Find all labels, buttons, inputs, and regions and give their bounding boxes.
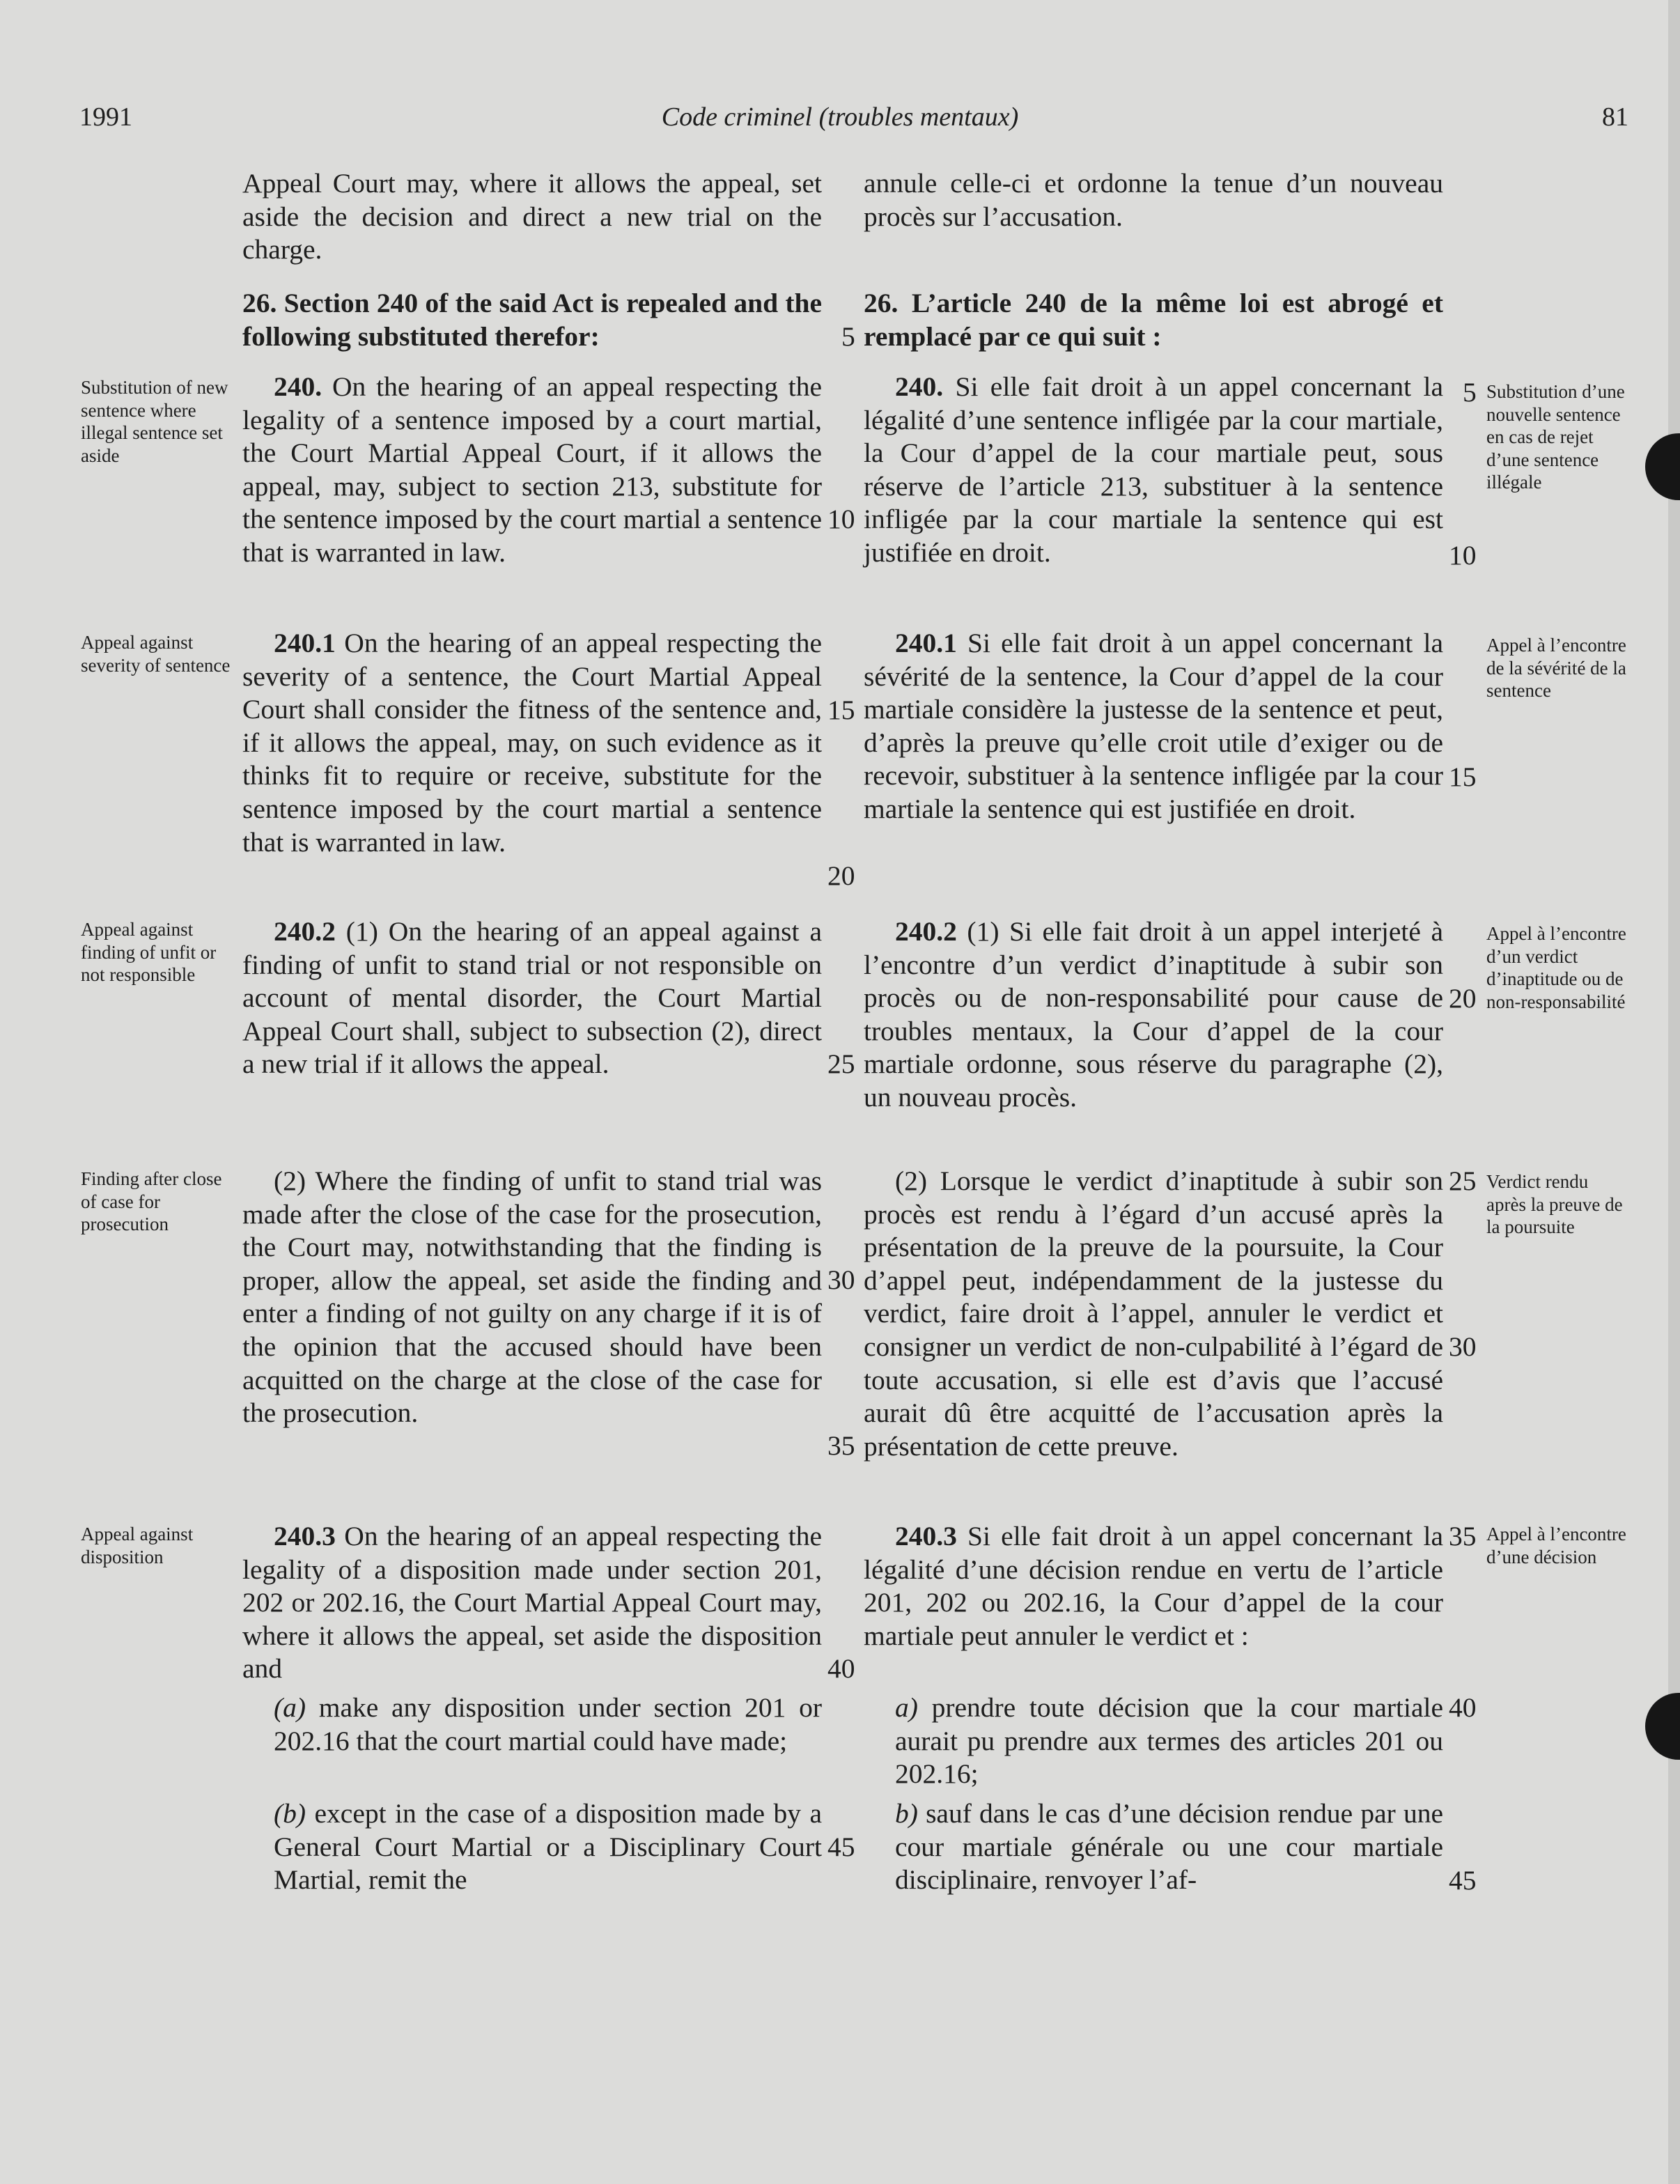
marginal-note-fr: Substitution d’une nouvelle sentence en cas de rejet d’une sentence illégale bbox=[1486, 381, 1625, 493]
marginal-note-en: Finding after close of case for prosecution bbox=[81, 1168, 222, 1234]
punch-hole-bottom bbox=[1645, 1693, 1680, 1760]
fr-section-240-2-2: (2) Lorsque le verdict d’inaptitude à subir son procès est rendu à l’égard d’un accusé après la présentation de la preuve de la poursuite, la Cour d’appel peut, indépendamment de la justesse du verdict, faire droit à l’appel, annuler le verdict et consigner un verdict de non-culpabilité à l’égard de toute accusation, si elle est d’avis que l’accusé aurait dû être acquitté de l’accusation après la présentation de cette preuve. bbox=[864, 1165, 1443, 1462]
header-title: Code criminel (troubles mentaux) bbox=[661, 102, 1019, 132]
punch-hole-top bbox=[1645, 433, 1680, 500]
en-continuation: Appeal Court may, where it allows the appeal, set aside the decision and direct a new trial on the charge. bbox=[242, 168, 822, 265]
line-number-fr: 35 bbox=[1449, 1521, 1477, 1551]
en-section-240: 240. On the hearing of an appeal respecting the legality of a sentence imposed by a court martial, the Court Martial Appeal Court, if it allows the appeal, may, subject to section 213, substitute for the sentence imposed by the court martial a sentence that is warranted in law. bbox=[242, 371, 822, 568]
marginal-note-fr: Verdict rendu après la preuve de la poursuite bbox=[1486, 1171, 1623, 1237]
en-section-240-2-1: 240.2 (1) On the hearing of an appeal against a finding of unfit to stand trial or not responsible on account of mental disorder, the Court Martial Appeal Court shall, subject to subsection (2), direct a new trial if it allows the appeal. bbox=[242, 916, 822, 1080]
page-number: 81 bbox=[1602, 102, 1628, 132]
line-number-fr: 10 bbox=[1449, 540, 1477, 571]
line-number-en: 40 bbox=[827, 1653, 855, 1684]
fr-section-240: 240. Si elle fait droit à un appel concernant la légalité d’une sentence infligée par la cour martiale, la Cour d’appel de la cour martiale peut, sous réserve de l’article 213, substituer à la sentence infligée par la cour martiale la sentence qui est justifiée en droit. bbox=[864, 371, 1443, 568]
fr-paragraph-a: a) prendre toute décision que la cour martiale aurait pu prendre aux termes des articles 201 ou 202.16; bbox=[895, 1692, 1443, 1790]
line-number-en: 20 bbox=[827, 860, 855, 891]
fr-section-240-3: 240.3 Si elle fait droit à un appel concernant la légalité d’une décision rendue en vertu de l’article 201, 202 ou 202.16, la Cour d’appel de la cour martiale peut annuler le verdict et : bbox=[864, 1521, 1443, 1651]
line-number-fr: 45 bbox=[1449, 1865, 1477, 1896]
fr-section-240-1: 240.1 Si elle fait droit à un appel concernant la sévérité de la sentence, la Cour d’appel de la cour martiale considère la justesse de la sentence et peut, d’après la preuve qu’elle croit utile d’exiger ou de recevoir, substituer à la sentence infligée par la cour martiale la sentence qui est justifiée en droit. bbox=[864, 628, 1443, 824]
en-section-240-3: 240.3 On the hearing of an appeal respecting the legality of a disposition made under section 201, 202 or 202.16, the Court Martial Appeal Court may, where it allows the appeal, set aside the disposition and bbox=[242, 1521, 822, 1685]
en-section-240-1: 240.1 On the hearing of an appeal respecting the severity of a sentence, the Court Martial Appeal Court shall consider the fitness of the sentence and, if it allows the appeal, may, on such evidence as it thinks fit to require or receive, substitute for the sentence imposed by the court martial a sentence that is warranted in law. bbox=[242, 628, 822, 858]
marginal-note-fr: Appel à l’encontre d’une décision bbox=[1486, 1524, 1626, 1567]
line-number-en: 30 bbox=[827, 1264, 855, 1295]
marginal-note-fr: Appel à l’encontre d’un verdict d’inaptitude ou de non-responsabilité bbox=[1486, 923, 1626, 1012]
line-number-en: 25 bbox=[827, 1048, 855, 1079]
line-number-fr: 20 bbox=[1449, 983, 1477, 1014]
en-paragraph-a: (a) make any disposition under section 201 or 202.16 that the court martial could have made; bbox=[274, 1692, 822, 1756]
line-number-fr: 40 bbox=[1449, 1692, 1477, 1723]
en-section-240-2-2: (2) Where the finding of unfit to stand trial was made after the close of the case for the prosecution, the Court may, notwithstanding that the finding is proper, allow the appeal, set aside the finding and enter a finding of not guilty on any charge if it is of the opinion that the accused should have been acquitted on the charge at the close of the case for the prosecution. bbox=[242, 1165, 822, 1429]
line-number-fr: 25 bbox=[1449, 1165, 1477, 1196]
line-number-fr: 5 bbox=[1463, 377, 1477, 408]
en-paragraph-b: (b) except in the case of a disposition made by a General Court Martial or a Disciplinary Court Martial, remit the bbox=[274, 1798, 822, 1896]
line-number-en: 35 bbox=[827, 1430, 855, 1461]
line-number-en: 45 bbox=[827, 1831, 855, 1862]
line-number-fr: 30 bbox=[1449, 1331, 1477, 1362]
fr-section-26-heading: 26. L’article 240 de la même loi est abrogé et remplacé par ce qui suit : bbox=[864, 288, 1443, 352]
marginal-note-en: Appeal against severity of sentence bbox=[81, 632, 231, 676]
fr-section-240-2-1: 240.2 (1) Si elle fait droit à un appel interjeté à l’encontre d’un verdict d’inaptitude à subir son procès ou de non-responsabilité pour cause de troubles mentaux, la Cour d’appel de la cour martiale ordonne, sous réserve du paragraphe (2), un nouveau procès. bbox=[864, 916, 1443, 1113]
marginal-note-fr: Appel à l’encontre de la sévérité de la sentence bbox=[1486, 635, 1626, 701]
line-number-en: 5 bbox=[841, 321, 855, 352]
line-number-en: 15 bbox=[827, 695, 855, 725]
fr-continuation: annule celle-ci et ordonne la tenue d’un nouveau procès sur l’accusation. bbox=[864, 168, 1443, 232]
marginal-note-en: Appeal against disposition bbox=[81, 1524, 194, 1567]
en-section-26-heading: 26. Section 240 of the said Act is repealed and the following substituted therefor: bbox=[242, 288, 822, 352]
page-edge bbox=[1668, 0, 1680, 2184]
header-year: 1991 bbox=[79, 102, 132, 132]
marginal-note-en: Substitution of new sentence where illegal sentence set aside bbox=[81, 377, 228, 466]
marginal-note-en: Appeal against finding of unfit or not responsible bbox=[81, 919, 217, 985]
fr-paragraph-b: b) sauf dans le cas d’une décision rendue par une cour martiale générale ou une cour martiale disciplinaire, renvoyer l’af- bbox=[895, 1798, 1443, 1896]
line-number-fr: 15 bbox=[1449, 761, 1477, 792]
line-number-en: 10 bbox=[827, 504, 855, 534]
